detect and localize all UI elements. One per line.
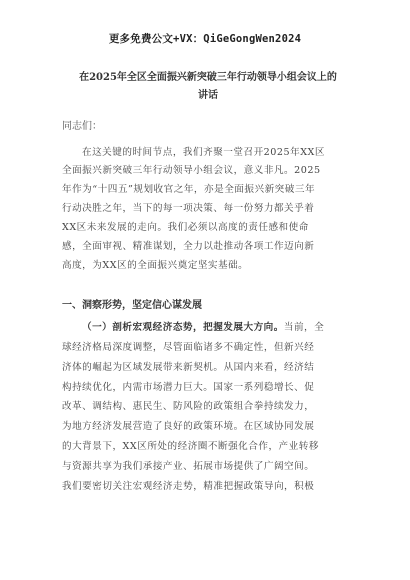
intro-line-1: 在这关键的时间节点，我们齐聚一堂召开2025年XX区 xyxy=(82,147,325,158)
intro-line-2: 全面振兴新突破三年行动领导小组会议，意义非凡。2025 xyxy=(62,165,321,176)
section1-line-3: 济体的崛起为区域发展带来新契机。从国内来看，经济结 xyxy=(62,362,315,373)
intro-line-7: 高度，为XX区的全面振兴奠定坚实基础。 xyxy=(62,260,249,271)
watermark-banner: 更多免费公文+VX：QiGeGongWen2024 xyxy=(108,33,302,45)
section1-line-1-text: 当前，全 xyxy=(283,322,325,333)
document-title-line-2: 讲话 xyxy=(198,90,218,101)
salutation: 同志们： xyxy=(62,121,102,132)
intro-line-4: 行动决胜之年，当下的每一项决策、每一份努力都关乎着 xyxy=(62,203,315,214)
section-heading: 一、洞察形势，坚定信心谋发展 xyxy=(62,300,202,311)
section1-line-5: 改革、调结构、惠民生、防风险的政策组合拳持续发力， xyxy=(62,401,315,412)
section1-line-1 xyxy=(82,321,354,335)
intro-line-6: 感，全面审视、精准谋划，全力以赴推动各项工作迈向新 xyxy=(62,241,315,252)
section1-line-4: 构持续优化，内需市场潜力巨大。国家一系列稳增长、促 xyxy=(62,382,315,393)
section1-line-2: 球经济格局深度调整，尽管面临诸多不确定性，但新兴经 xyxy=(62,342,315,353)
document-title-line-1: 在2025年全区全面振兴新突破三年行动领导小组会议上的 xyxy=(79,72,337,83)
section1-line-6: 为地方经济发展营造了良好的政策环境。在区域协同发展 xyxy=(62,421,315,432)
intro-line-3: 年作为“十四五”规划收官之年，亦是全面振兴新突破三年 xyxy=(62,184,316,195)
intro-line-5: XX区未来发展的走向。我们必须以高度的责任感和使命 xyxy=(62,222,309,233)
section1-line-8: 与资源共享为我们承接产业、拓展市场提供了广阔空间。 xyxy=(62,461,315,472)
section1-line-9: 我们要密切关注宏观经济走势，精准把握政策导向，积极 xyxy=(62,481,315,492)
sub-heading: （一）剖析宏观经济态势，把握发展大方向。 xyxy=(82,322,284,333)
section1-line-7: 的大背景下，XX区所处的经济圈不断强化合作，产业转移 xyxy=(62,441,319,452)
